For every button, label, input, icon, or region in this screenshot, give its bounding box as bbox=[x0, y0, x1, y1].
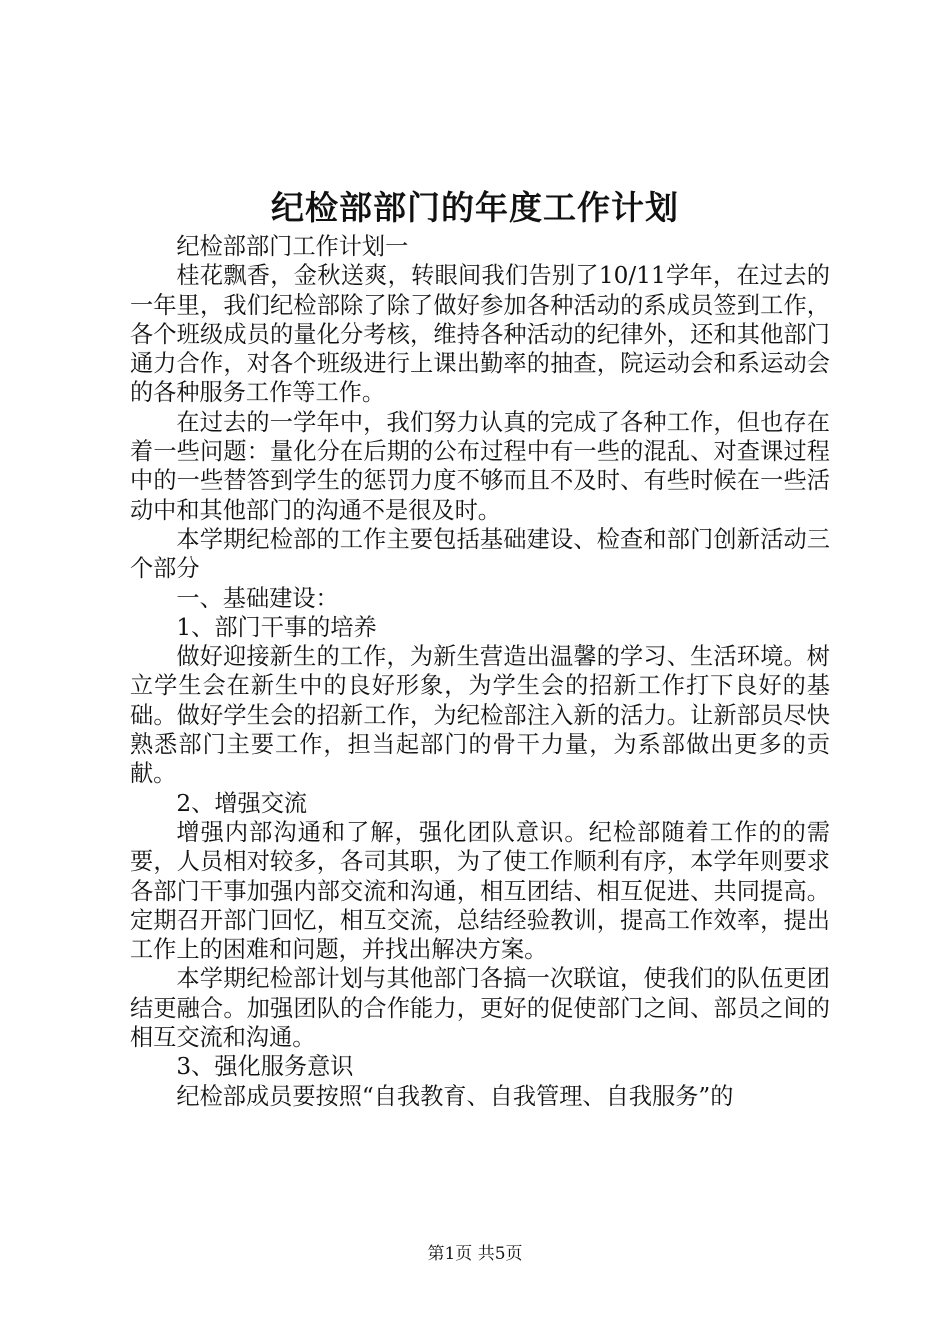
document-title: 纪检部部门的年度工作计划 bbox=[271, 188, 679, 227]
paragraph-joint-activities: 本学期纪检部计划与其他部门各搞一次联谊，使我们的队伍更团结更融合。加强团队的合作能力，更好的促使部门之间、部员之间的相互交流和沟通。 bbox=[130, 965, 830, 1052]
section-heading-plan-one: 纪检部部门工作计划一 bbox=[176, 233, 409, 260]
paragraph-intro: 桂花飘香，金秋送爽，转眼间我们告别了10/11学年，在过去的一年里，我们纪检部除了除了做好参加各种活动的系成员签到工作，各个班级成员的量化分考核，维持各种活动的纪律外，还和其他部门通力合作，对各个班级进行上课出勤率的抽查，院运动会和系运动会的各种服务工作等工作。 bbox=[130, 262, 830, 407]
subheading-service-awareness: 3、强化服务意识 bbox=[176, 1053, 354, 1081]
subheading-staff-training: 1、部门干事的培养 bbox=[176, 613, 377, 641]
paragraph-scope: 本学期纪检部的工作主要包括基础建设、检查和部门创新活动三个部分 bbox=[130, 525, 830, 583]
paragraph-staff-training: 做好迎接新生的工作，为新生营造出温馨的学习、生活环境。树立学生会在新生中的良好形象，为学生会的招新工作打下良好的基础。做好学生会的招新工作，为纪检部注入新的活力。让新部员尽快熟悉部门主要工作，担当起部门的骨干力量，为系部做出更多的贡献。 bbox=[130, 643, 830, 788]
subheading-communication: 2、增强交流 bbox=[176, 789, 308, 817]
paragraph-service-awareness: 纪检部成员要按照“自我教育、自我管理、自我服务”的 bbox=[176, 1082, 734, 1110]
page-number-footer: 第1页 共5页 bbox=[427, 1244, 523, 1264]
document-body bbox=[130, 232, 830, 1111]
paragraph-communication: 增强内部沟通和了解，强化团队意识。纪检部随着工作的的需要，人员相对较多，各司其职，为了使工作顺利有序，本学年则要求各部门干事加强内部交流和沟通，相互团结、相互促进、共同提高。定期召开部门回忆，相互交流，总结经验教训，提高工作效率，提出工作上的困难和问题，并找出解决方案。 bbox=[130, 818, 830, 964]
section-heading-basic-construction: 一、基础建设： bbox=[176, 584, 339, 612]
paragraph-problems: 在过去的一学年中，我们努力认真的完成了各种工作，但也存在着一些问题：量化分在后期的公布过程中有一些的混乱、对查课过程中的一些替答到学生的惩罚力度不够而且不及时、有些时候在一些活动中和其他部门的沟通不是很及时。 bbox=[130, 408, 830, 524]
